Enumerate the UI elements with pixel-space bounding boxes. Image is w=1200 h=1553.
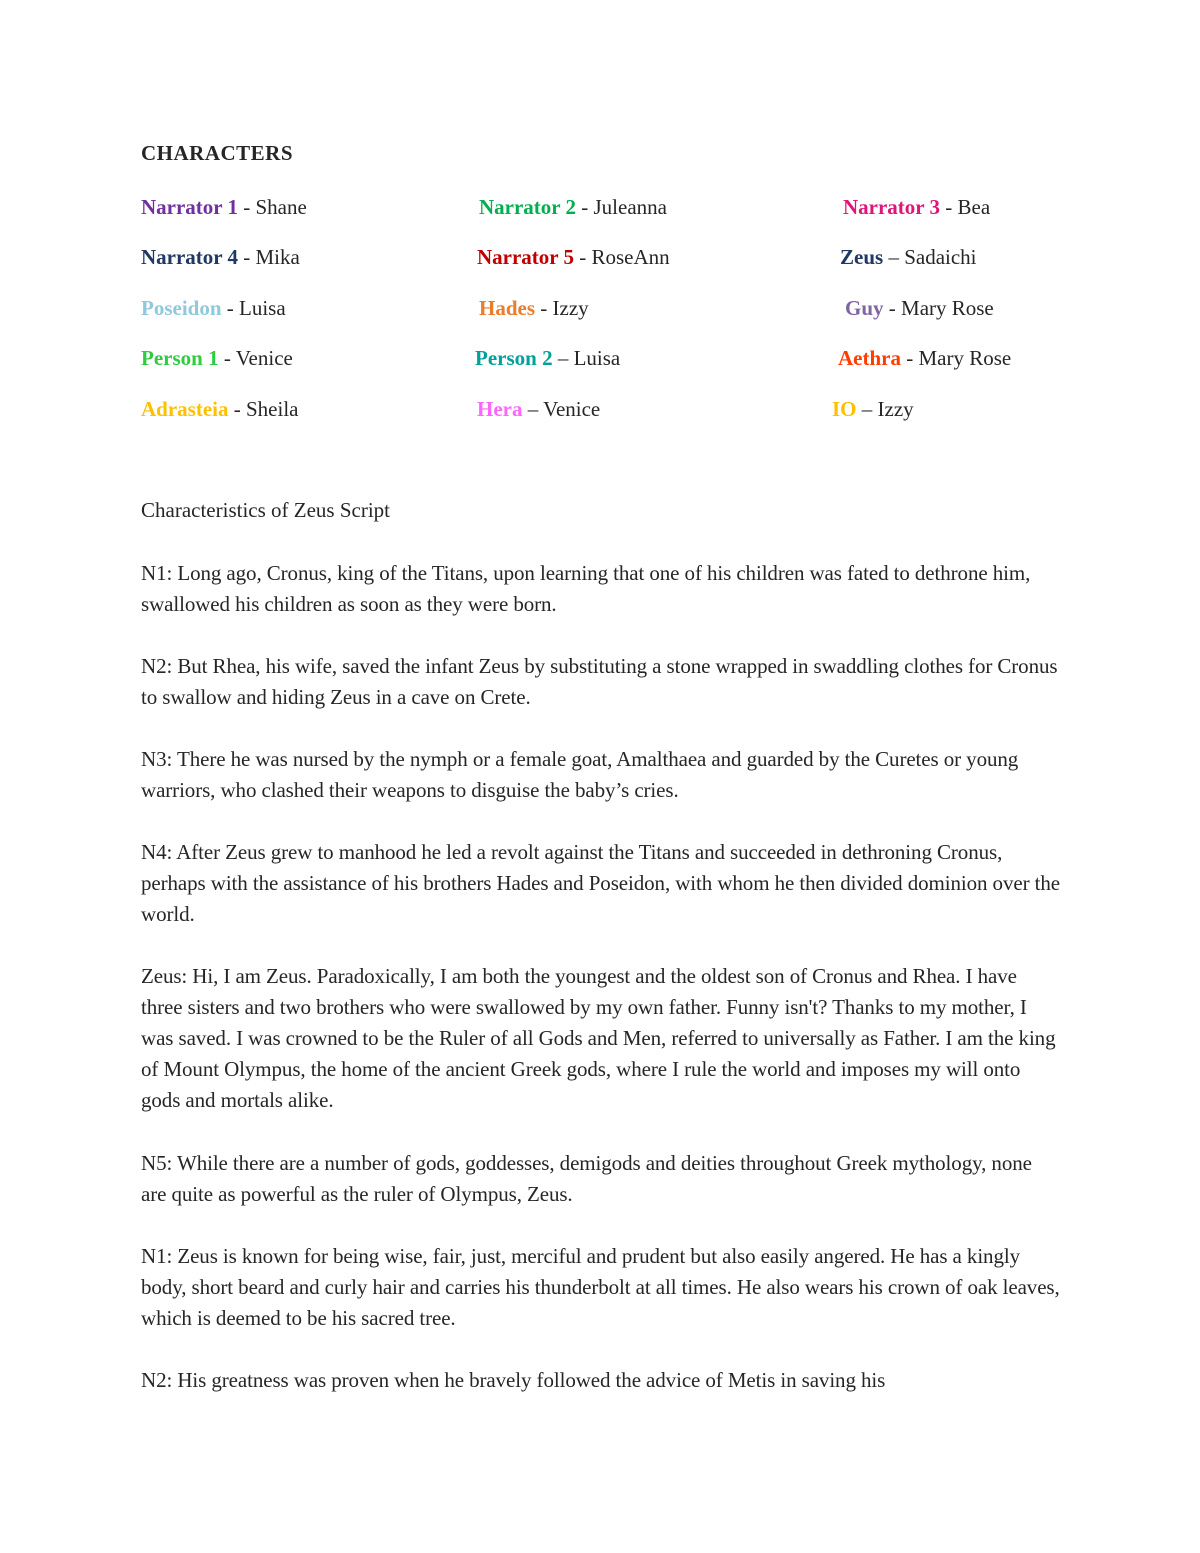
separator: -	[226, 296, 234, 320]
cast-entry	[840, 242, 977, 272]
role-name: IO	[832, 397, 857, 421]
separator: –	[527, 397, 539, 421]
cast-entry	[141, 394, 299, 424]
characters-heading: CHARACTERS	[141, 141, 294, 165]
actor-name: Luisa	[239, 296, 286, 320]
role-name: Narrator 1	[141, 195, 238, 219]
separator: -	[243, 245, 251, 269]
script-paragraph: N4: After Zeus grew to manhood he led a revolt against the Titans and succeeded in dethroning Cronus, perhaps with the assistance of his brothers Hades and Poseidon, with whom he then divided dominion over the world.	[141, 840, 1060, 926]
cast-entry	[832, 394, 914, 424]
actor-name: Mary Rose	[918, 346, 1012, 370]
script-paragraph: N5: While there are a number of gods, goddesses, demigods and deities throughout Greek mythology, none are quite as powerful as the ruler of Olympus, Zeus.	[141, 1151, 1032, 1206]
actor-name: Izzy	[877, 397, 914, 421]
actor-name: Shane	[255, 195, 307, 219]
separator: –	[557, 346, 569, 370]
separator: -	[233, 397, 241, 421]
script-paragraph: N1: Zeus is known for being wise, fair, just, merciful and prudent but also easily angered. He has a kingly body, short beard and curly hair and carries his thunderbolt at all times. He also wears his crown of oak leaves, which is deemed to be his sacred tree.	[141, 1244, 1060, 1330]
role-name: Person 1	[141, 346, 219, 370]
actor-name: Izzy	[552, 296, 589, 320]
script-paragraph: N2: His greatness was proven when he bravely followed the advice of Metis in saving his	[141, 1368, 886, 1392]
separator: -	[223, 346, 231, 370]
cast-entry	[479, 192, 667, 222]
actor-name: Juleanna	[593, 195, 667, 219]
separator: -	[540, 296, 548, 320]
separator: -	[579, 245, 587, 269]
role-name: Narrator 5	[477, 245, 574, 269]
separator: –	[888, 245, 899, 269]
role-name: Zeus	[840, 245, 884, 269]
actor-name: RoseAnn	[591, 245, 670, 269]
separator: -	[888, 296, 896, 320]
script-paragraph: Zeus: Hi, I am Zeus. Paradoxically, I am both the youngest and the oldest son of Cronus and Rhea. I have three sisters and two brothers who were swallowed by my own father. Funny isn't? Thanks to my mother, I was saved. I was crowned to be the Ruler of all Gods and Men, referred to universally as Father. I am the king of Mount Olympus, the home of the ancient Greek gods, where I rule the world and imposes my will onto gods and mortals alike.	[141, 964, 1056, 1112]
actor-name: Bea	[957, 195, 991, 219]
cast-entry	[838, 343, 1011, 373]
script-paragraph: N2: But Rhea, his wife, saved the infant Zeus by substituting a stone wrapped in swaddling clothes for Cronus to swallow and hiding Zeus in a cave on Crete.	[141, 654, 1058, 709]
cast-entry	[843, 192, 990, 222]
cast-entry	[477, 394, 600, 424]
separator: -	[243, 195, 251, 219]
actor-name: Mary Rose	[901, 296, 994, 320]
separator: -	[906, 346, 914, 370]
role-name: Narrator 2	[479, 195, 576, 219]
separator: -	[945, 195, 953, 219]
cast-entry	[141, 343, 293, 373]
role-name: Narrator 4	[141, 245, 238, 269]
actor-name: Venice	[235, 346, 293, 370]
cast-entry	[141, 192, 307, 222]
cast-entry	[479, 293, 589, 323]
cast-entry	[845, 293, 994, 323]
role-name: Aethra	[838, 346, 901, 370]
role-name: Person 2	[475, 346, 553, 370]
role-name: Narrator 3	[843, 195, 940, 219]
actor-name: Sadaichi	[904, 245, 977, 269]
cast-entry	[141, 242, 300, 272]
role-name: Guy	[845, 296, 884, 320]
script-title: Characteristics of Zeus Script	[141, 498, 391, 522]
actor-name: Venice	[543, 397, 601, 421]
actor-name: Mika	[255, 245, 300, 269]
cast-entry	[475, 343, 620, 373]
separator: –	[861, 397, 873, 421]
role-name: Poseidon	[141, 296, 222, 320]
role-name: Adrasteia	[141, 397, 229, 421]
script-paragraph: N1: Long ago, Cronus, king of the Titans, upon learning that one of his children was fated to dethrone him, swallowed his children as soon as they were born.	[141, 561, 1031, 616]
actor-name: Sheila	[246, 397, 299, 421]
cast-entry	[477, 242, 670, 272]
script-paragraph: N3: There he was nursed by the nymph or a female goat, Amalthaea and guarded by the Curetes or young warriors, who clashed their weapons to disguise the baby’s cries.	[141, 747, 1019, 802]
separator: -	[581, 195, 589, 219]
cast-entry	[141, 293, 286, 323]
role-name: Hades	[479, 296, 536, 320]
actor-name: Luisa	[573, 346, 621, 370]
role-name: Hera	[477, 397, 523, 421]
